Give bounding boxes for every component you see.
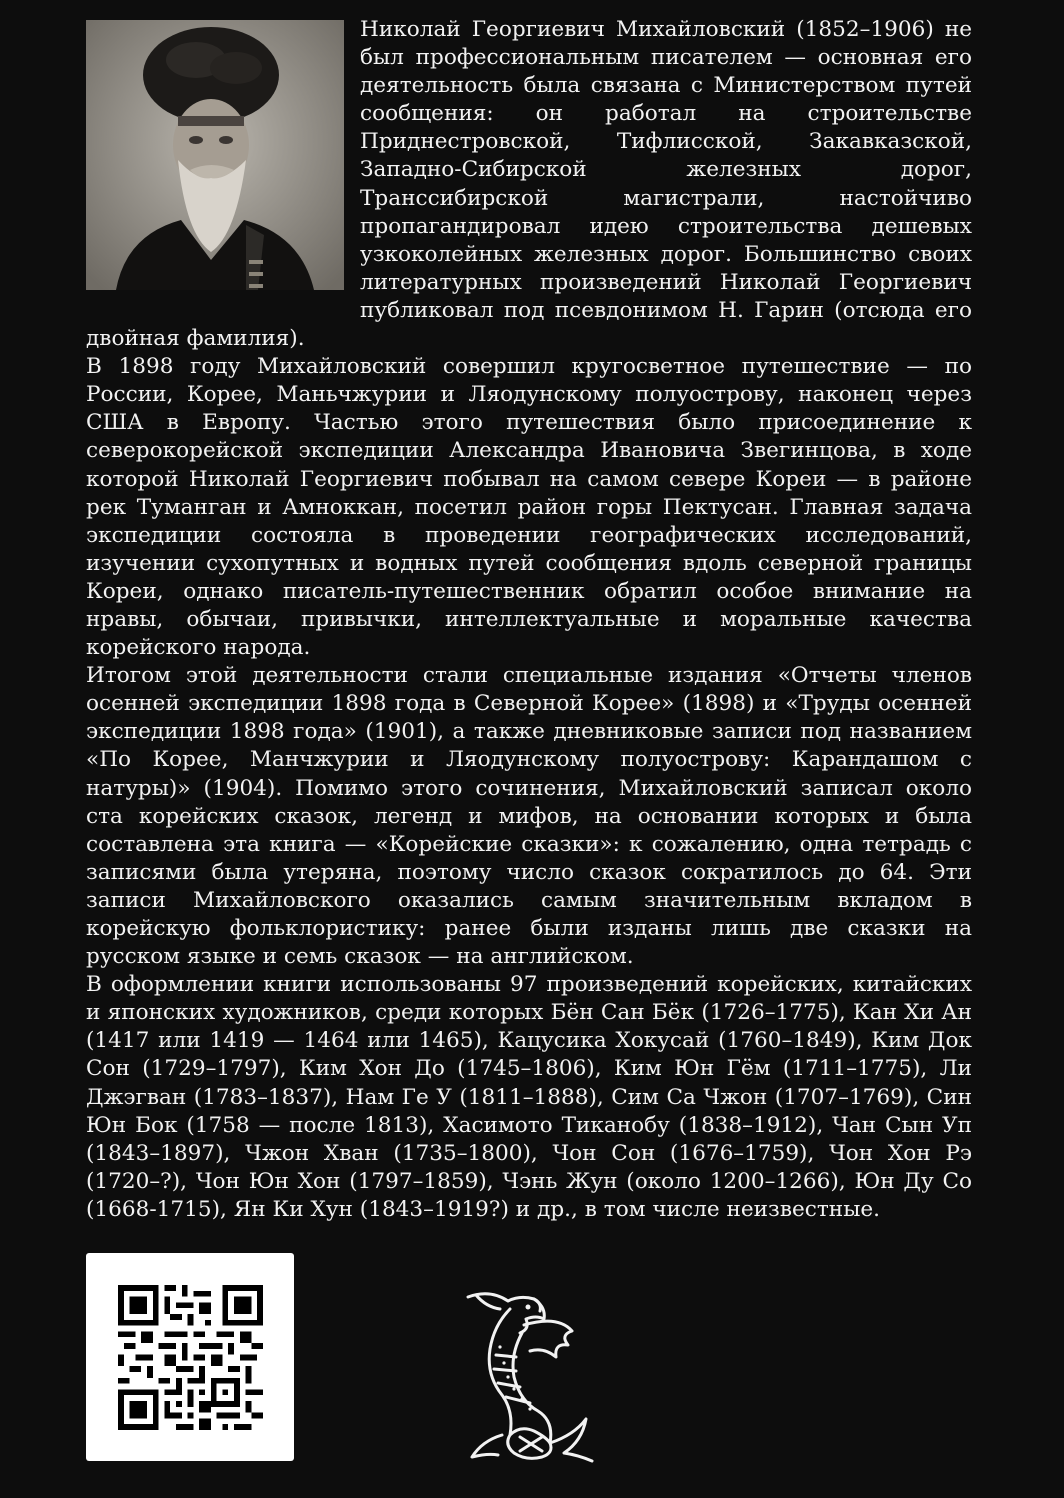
paragraph-3: Итогом этой деятельности стали специальные издания «Отчеты членов осенней экспедиции 1898 года в Северной Корее» (1898) и «Труды осенней экспедиции 1898 года» (1901), а также дневниковые записи под названием «По Корее, Манчжурии и Ляодунскому полуострову: Карандашом с натуры)» (1904). Помимо этого сочинения, Михайловский записал около ста корейских сказок, легенд и мифов, на основании которых и была составлена эта книга — «Корейские сказки»: к сожалению, одна тетрадь с записями была утеряна, поэтому число сказок сократилось до 64. Эти записи Михайловского оказались самым значительным вкладом в корейскую фольклористику: ранее были изданы лишь две сказки на русском языке и семь сказок — на английском. [86, 663, 972, 970]
paragraph-2: В 1898 году Михайловский совершил кругосветное путешествие — по России, Корее, Маньчжурии и Ляодунскому полуострову, наконец через США в Европу. Частью этого путешествия было присоединение к северокорейской экспедиции Александра Ивановича Звегинцова, в ходе которой Николай Георгиевич побывал на самом севере Кореи — в районе рек Туманган и Амноккан, посетил район горы Пектусан. Главная задача экспедиции состояла в проведении географических исследований, изучении сухопутных и водных путей сообщения вдоль северной границы Кореи, однако писатель-путешественник обратил особое внимание на нравы, обычаи, привычки, интеллектуальные и моральные качества корейского народа. [86, 354, 972, 661]
qr-code-icon [118, 1285, 263, 1430]
portrait-spacer [86, 16, 360, 302]
dragon-icon [450, 1285, 610, 1465]
qr-code[interactable] [86, 1253, 294, 1461]
paragraph-4: В оформлении книги использованы 97 произведений корейских, китайских и японских художников, среди которых Бён Сан Бёк (1726–1775), Кан Хи Ан (1417 или 1419 — 1464 или 1465), Кацусика Хокусай (1760–1849), Ким Док Сон (1729–1797), Ким Хон До (1745–1806), Ким Юн Гём (1711–1775), Ли Джэгван (1783–1837), Нам Ге У (1811–1888), Сим Са Чжон (1707–1769), Син Юн Бок (1758 — после 1813), Хасимото Тиканобу (1838–1912), Чан Сын Уп (1843–1897), Чжон Хван (1735–1800), Чон Сон (1676–1759), Чон Хон Рэ (1720–?), Чон Юн Хон (1797–1859), Чэнь Жун (около 1200–1266), Юн Ду Со (1668-1715), Ян Ки Хун (1843–1919?) и др., в том числе неизвестные. [86, 972, 972, 1222]
annotation-text [86, 16, 972, 1224]
paragraph-1: Николай Георгиевич Михайловский (1852–1906) не был профессиональным писателем — основная его деятельность была связана с Министерством путей сообщения: он работал на строительстве Приднестровской, Тифлисской, Закавказской, Западно-Сибирской железных дорог, Транссибирской магистрали, настойчиво пропагандировал идею строительства дешевых узкоколейных железных дорог. Большинство своих литературных произведений Николай Георгиевич публиковал под псевдонимом Н. Гарин (отсюда его двойная фамилия). [86, 17, 972, 352]
publisher-dragon-logo [450, 1285, 610, 1465]
